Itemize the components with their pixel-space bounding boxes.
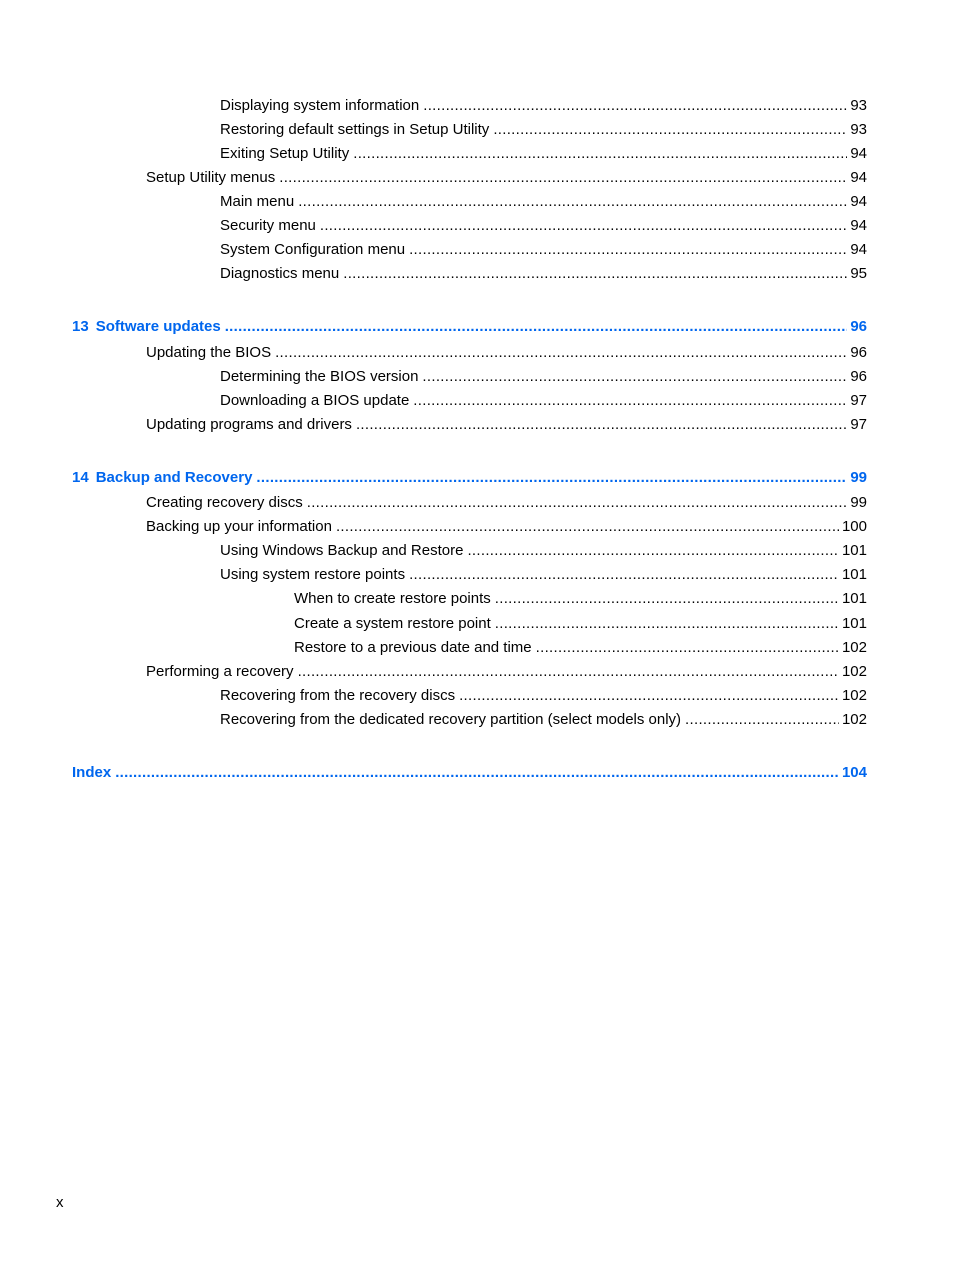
toc-entry[interactable] <box>220 216 867 236</box>
chapter-name: Software updates <box>95 318 221 335</box>
toc-entry[interactable] <box>220 565 867 585</box>
toc-entry-title: Downloading a BIOS update <box>220 392 410 409</box>
chapter-number: 13 <box>72 318 89 335</box>
toc-entry-title: Setup Utility menus <box>146 169 276 186</box>
toc-entry-title: System Configuration menu <box>220 241 406 258</box>
dot-leader <box>256 468 847 488</box>
dot-leader <box>413 391 847 411</box>
toc-entry[interactable] <box>220 541 867 561</box>
toc-entry[interactable] <box>220 192 867 212</box>
toc-entry-title: Restore to a previous date and time <box>294 639 532 656</box>
dot-leader <box>423 96 847 116</box>
dot-leader <box>685 710 839 730</box>
toc-entry[interactable] <box>220 710 867 730</box>
toc-entry-page: 97 <box>850 392 867 409</box>
toc-entry-title: Restoring default settings in Setup Utility <box>220 121 490 138</box>
toc-entry-page: 94 <box>850 169 867 186</box>
toc-entry-title: Recovering from the recovery discs <box>220 687 456 704</box>
toc-entry-page: 102 <box>841 663 867 680</box>
toc-entry[interactable] <box>294 614 867 634</box>
toc-chapter-link[interactable] <box>72 763 867 783</box>
toc-entry-title: Creating recovery discs <box>146 494 303 511</box>
toc-entry-page: 96 <box>850 344 867 361</box>
dot-leader <box>298 662 839 682</box>
toc-entry[interactable] <box>146 343 867 363</box>
toc-entry-title: Backing up your information <box>146 518 332 535</box>
toc-entry-title: Determining the BIOS version <box>220 368 419 385</box>
toc-entry-page: 97 <box>850 416 867 433</box>
toc-entry-page: 101 <box>841 615 867 632</box>
dot-leader <box>495 589 839 609</box>
dot-leader <box>320 216 847 236</box>
dot-leader <box>275 343 847 363</box>
toc-chapter-page: 99 <box>850 469 867 486</box>
toc-entry[interactable] <box>220 120 867 140</box>
toc-entry-page: 102 <box>841 711 867 728</box>
toc-entry[interactable] <box>146 168 867 188</box>
toc-entry-title: Using system restore points <box>220 566 406 583</box>
dot-leader <box>459 686 839 706</box>
toc-chapter-page: 96 <box>850 318 867 335</box>
toc-entry[interactable] <box>220 144 867 164</box>
toc-entry[interactable] <box>146 493 867 513</box>
toc-entry[interactable] <box>294 589 867 609</box>
dot-leader <box>298 192 847 212</box>
toc-chapter-title <box>72 468 256 488</box>
toc-entry-title: Using Windows Backup and Restore <box>220 542 464 559</box>
toc-entry-title: Updating programs and drivers <box>146 416 352 433</box>
dot-leader <box>279 168 847 188</box>
toc-entry-page: 93 <box>850 97 867 114</box>
toc-chapter-page: 104 <box>841 764 867 781</box>
dot-leader <box>467 541 839 561</box>
toc-entry-page: 102 <box>841 639 867 656</box>
toc-entry-page: 101 <box>841 590 867 607</box>
toc-entry[interactable] <box>146 415 867 435</box>
toc-entry-page: 94 <box>850 241 867 258</box>
toc-entry-title: Displaying system information <box>220 97 420 114</box>
toc-entry-title: Main menu <box>220 193 295 210</box>
toc-entry[interactable] <box>220 367 867 387</box>
dot-leader <box>495 614 839 634</box>
toc-entry-page: 101 <box>841 542 867 559</box>
toc-entry-title: Security menu <box>220 217 316 234</box>
toc-entry-title: Diagnostics menu <box>220 265 340 282</box>
toc-entry-page: 94 <box>850 217 867 234</box>
dot-leader <box>225 317 848 337</box>
toc-entry-page: 100 <box>841 518 867 535</box>
dot-leader <box>422 367 847 387</box>
dot-leader <box>343 264 847 284</box>
toc-entry[interactable] <box>220 391 867 411</box>
toc-chapter-link[interactable] <box>72 468 867 488</box>
toc-entry-title: Updating the BIOS <box>146 344 272 361</box>
chapter-number: 14 <box>72 469 89 486</box>
dot-leader <box>536 638 839 658</box>
toc-entry-page: 94 <box>850 145 867 162</box>
toc-entry-page: 102 <box>841 687 867 704</box>
toc-entry-title: Recovering from the dedicated recovery partition (select models only) <box>220 711 682 728</box>
toc-entry[interactable] <box>220 264 867 284</box>
toc-entry-title: Exiting Setup Utility <box>220 145 350 162</box>
dot-leader <box>115 763 839 783</box>
toc-entry-page: 93 <box>850 121 867 138</box>
toc-entry[interactable] <box>294 638 867 658</box>
dot-leader <box>307 493 848 513</box>
page-number: x <box>56 1194 64 1211</box>
chapter-name: Backup and Recovery <box>95 469 253 486</box>
toc-entry-page: 99 <box>850 494 867 511</box>
toc-entry[interactable] <box>220 686 867 706</box>
dot-leader <box>356 415 847 435</box>
toc-chapter-title: Index <box>72 764 112 781</box>
toc-chapter-title <box>72 317 225 337</box>
toc-entry[interactable] <box>146 662 867 682</box>
toc-entry-title: When to create restore points <box>294 590 491 607</box>
toc-entry-title: Create a system restore point <box>294 615 491 632</box>
toc-entry-page: 101 <box>841 566 867 583</box>
toc-entry[interactable] <box>220 240 867 260</box>
dot-leader <box>493 120 847 140</box>
toc-entry-page: 96 <box>850 368 867 385</box>
toc-entry[interactable] <box>220 96 867 116</box>
toc-entry-page: 95 <box>850 265 867 282</box>
dot-leader <box>409 565 839 585</box>
toc-entry-page: 94 <box>850 193 867 210</box>
toc-chapter-link[interactable] <box>72 317 867 337</box>
dot-leader <box>353 144 847 164</box>
toc-entry[interactable] <box>146 517 867 537</box>
dot-leader <box>336 517 839 537</box>
dot-leader <box>409 240 847 260</box>
toc-entry-title: Performing a recovery <box>146 663 294 680</box>
